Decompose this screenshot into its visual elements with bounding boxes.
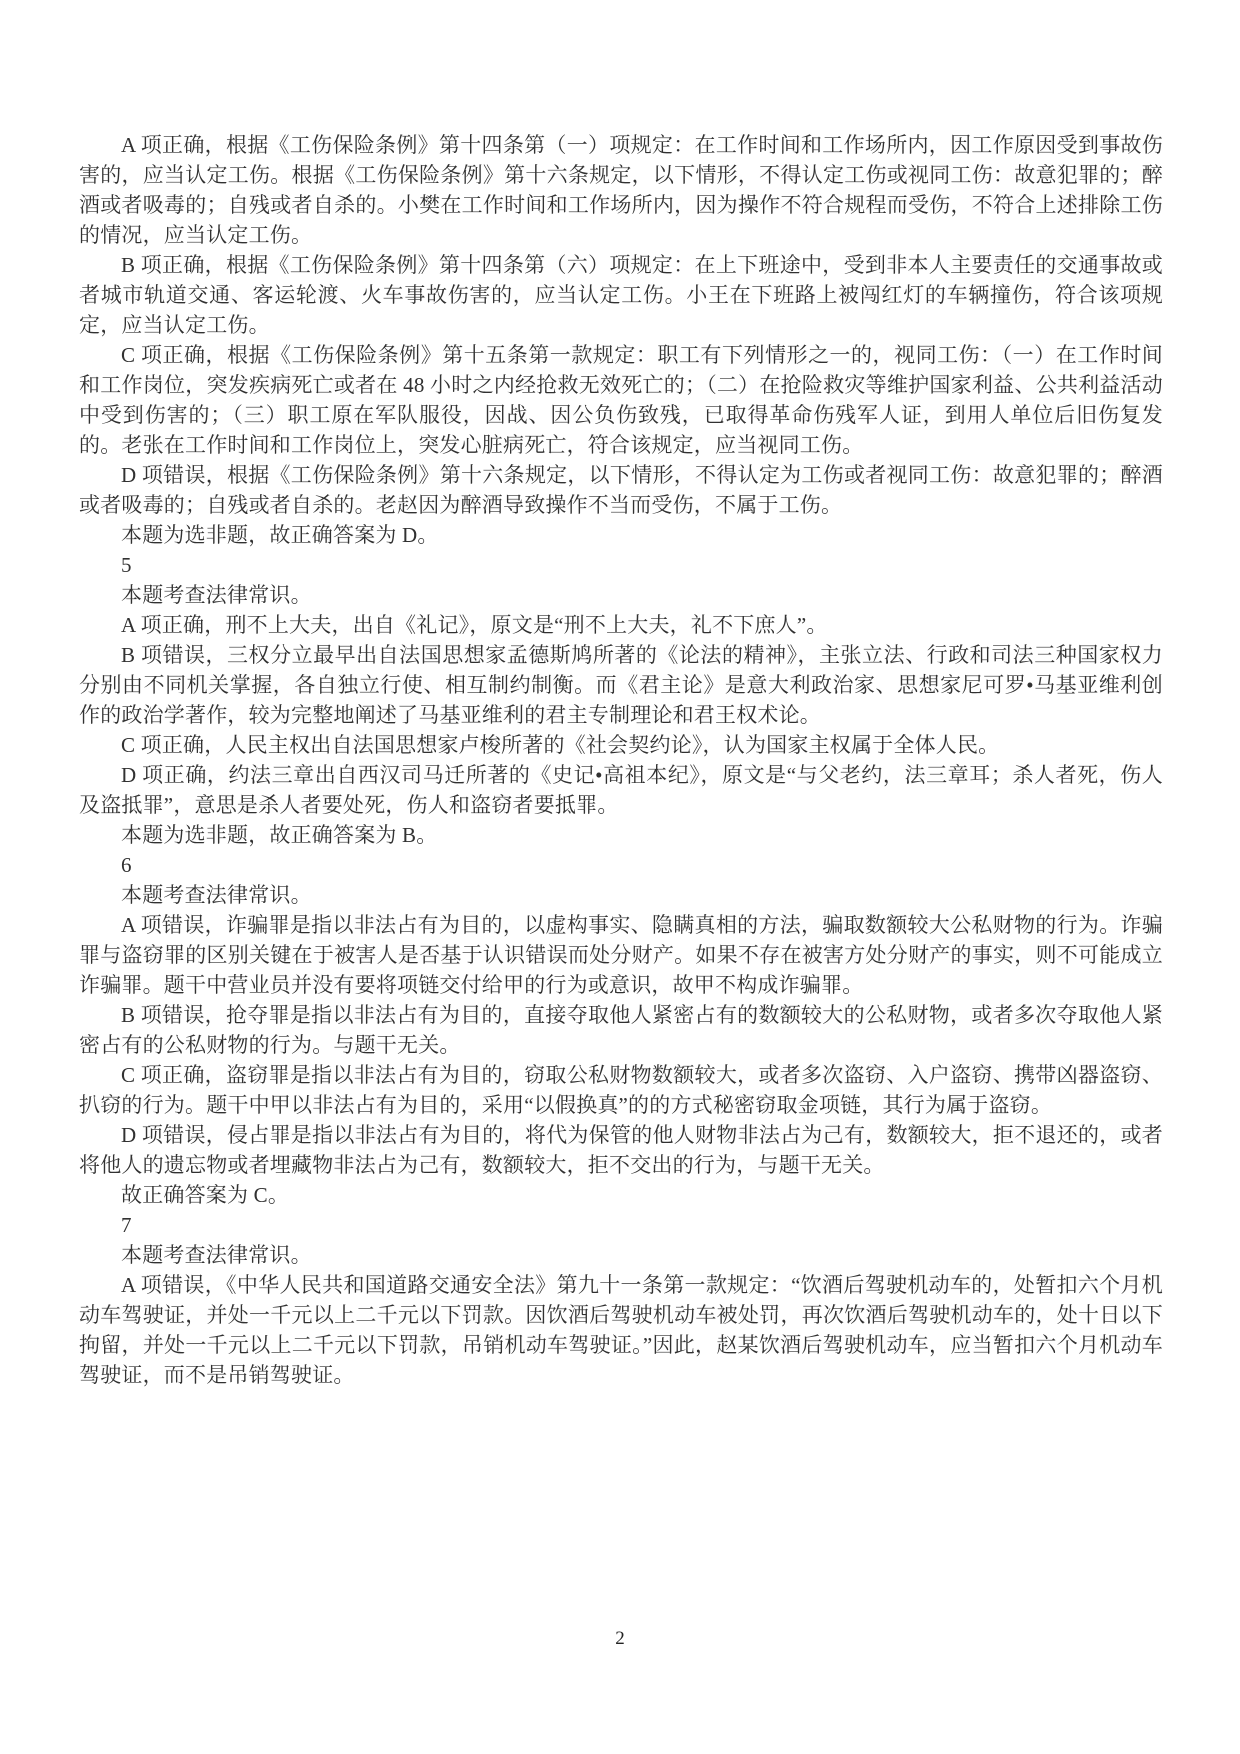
page-number: 2 — [615, 1628, 625, 1649]
paragraph-topic-q7: 本题考查法律常识。 — [121, 1243, 312, 1267]
paragraph-topic-q6: 本题考查法律常识。 — [121, 883, 312, 907]
paragraph-option-a-q4: A 项正确，根据《工伤保险条例》第十四条第（一）项规定：在工作时间和工作场所内，因工作原因受到事故伤害的，应当认定工伤。根据《工伤保险条例》第十六条规定，以下情形，不得认定工伤或视同工伤：故意犯罪的；醉酒或者吸毒的；自残或者自杀的。小樊在工作时间和工作场所内，因为操作不符合规程而受伤，不符合上述排除工伤的情况，应当认定工伤。 — [79, 133, 1163, 247]
paragraph-option-a-q7: A 项错误，《中华人民共和国道路交通安全法》第九十一条第一款规定：“饮酒后驾驶机动车的，处暂扣六个月机动车驾驶证，并处一千元以上二千元以下罚款。因饮酒后驾驶机动车被处罚，再次饮酒后驾驶机动车的，处十日以下拘留，并处一千元以上二千元以下罚款，吊销机动车驾驶证。”因此，赵某饮酒后驾驶机动车，应当暂扣六个月机动车驾驶证，而不是吊销驾驶证。 — [79, 1273, 1163, 1387]
paragraph-topic-q5: 本题考查法律常识。 — [121, 583, 312, 607]
paragraph-option-c-q4: C 项正确，根据《工伤保险条例》第十五条第一款规定：职工有下列情形之一的，视同工伤：（一）在工作时间和工作岗位，突发疾病死亡或者在 48 小时之内经抢救无效死亡的；（二）在抢险救灾等维护国家利益、公共利益活动中受到伤害的；（三）职工原在军队服役，因战、因公负伤致残，已取得革命伤残军人证，到用人单位后旧伤复发的。老张在工作时间和工作岗位上，突发心脏病死亡，符合该规定，应当视同工伤。 — [79, 343, 1163, 457]
paragraph-option-d-q5: D 项正确，约法三章出自西汉司马迁所著的《史记•高祖本纪》，原文是“与父老约，法三章耳；杀人者死，伤人及盗抵罪”，意思是杀人者要处死，伤人和盗窃者要抵罪。 — [79, 763, 1163, 817]
paragraph-option-c-q5: C 项正确，人民主权出自法国思想家卢梭所著的《社会契约论》，认为国家主权属于全体人民。 — [121, 733, 1000, 757]
paragraph-option-b-q4: B 项正确，根据《工伤保险条例》第十四条第（六）项规定：在上下班途中，受到非本人主要责任的交通事故或者城市轨道交通、客运轮渡、火车事故伤害的，应当认定工伤。小王在下班路上被闯红灯的车辆撞伤，符合该项规定，应当认定工伤。 — [79, 253, 1163, 337]
question-number-5: 5 — [121, 553, 132, 577]
paragraph-option-a-q6: A 项错误，诈骗罪是指以非法占有为目的，以虚构事实、隐瞒真相的方法，骗取数额较大公私财物的行为。诈骗罪与盗窃罪的区别关键在于被害人是否基于认识错误而处分财产。如果不存在被害方处分财产的事实，则不可能成立诈骗罪。题干中营业员并没有要将项链交付给甲的行为或意识，故甲不构成诈骗罪。 — [79, 913, 1163, 997]
question-number-6: 6 — [121, 853, 132, 877]
paragraph-option-b-q5: B 项错误，三权分立最早出自法国思想家孟德斯鸠所著的《论法的精神》，主张立法、行政和司法三种国家权力分别由不同机关掌握，各自独立行使、相互制约制衡。而《君主论》是意大利政治家、思想家尼可罗•马基亚维利创作的政治学著作，较为完整地阐述了马基亚维利的君主专制理论和君王权术论。 — [79, 643, 1163, 727]
paragraph-option-d-q4: D 项错误，根据《工伤保险条例》第十六条规定，以下情形，不得认定为工伤或者视同工伤：故意犯罪的；醉酒或者吸毒的；自残或者自杀的。老赵因为醉酒导致操作不当而受伤，不属于工伤。 — [79, 463, 1163, 517]
paragraph-option-d-q6: D 项错误，侵占罪是指以非法占有为目的，将代为保管的他人财物非法占为己有，数额较大，拒不退还的，或者将他人的遗忘物或者埋藏物非法占为己有，数额较大，拒不交出的行为，与题干无关。 — [79, 1123, 1163, 1177]
question-number-7: 7 — [121, 1213, 132, 1237]
paragraph-answer-q6: 故正确答案为 C。 — [121, 1183, 290, 1207]
paragraph-answer-q4: 本题为选非题，故正确答案为 D。 — [121, 523, 439, 547]
paragraph-answer-q5: 本题为选非题，故正确答案为 B。 — [121, 823, 438, 847]
paragraph-option-b-q6: B 项错误，抢夺罪是指以非法占有为目的，直接夺取他人紧密占有的数额较大的公私财物，或者多次夺取他人紧密占有的公私财物的行为。与题干无关。 — [79, 1003, 1163, 1057]
paragraph-option-a-q5: A 项正确，刑不上大夫，出自《礼记》，原文是“刑不上大夫，礼不下庶人”。 — [121, 613, 828, 637]
document-body — [79, 130, 1163, 1390]
paragraph-option-c-q6: C 项正确，盗窃罪是指以非法占有为目的，窃取公私财物数额较大，或者多次盗窃、入户盗窃、携带凶器盗窃、扒窃的行为。题干中甲以非法占有为目的，采用“以假换真”的的方式秘密窃取金项链，其行为属于盗窃。 — [79, 1063, 1163, 1117]
